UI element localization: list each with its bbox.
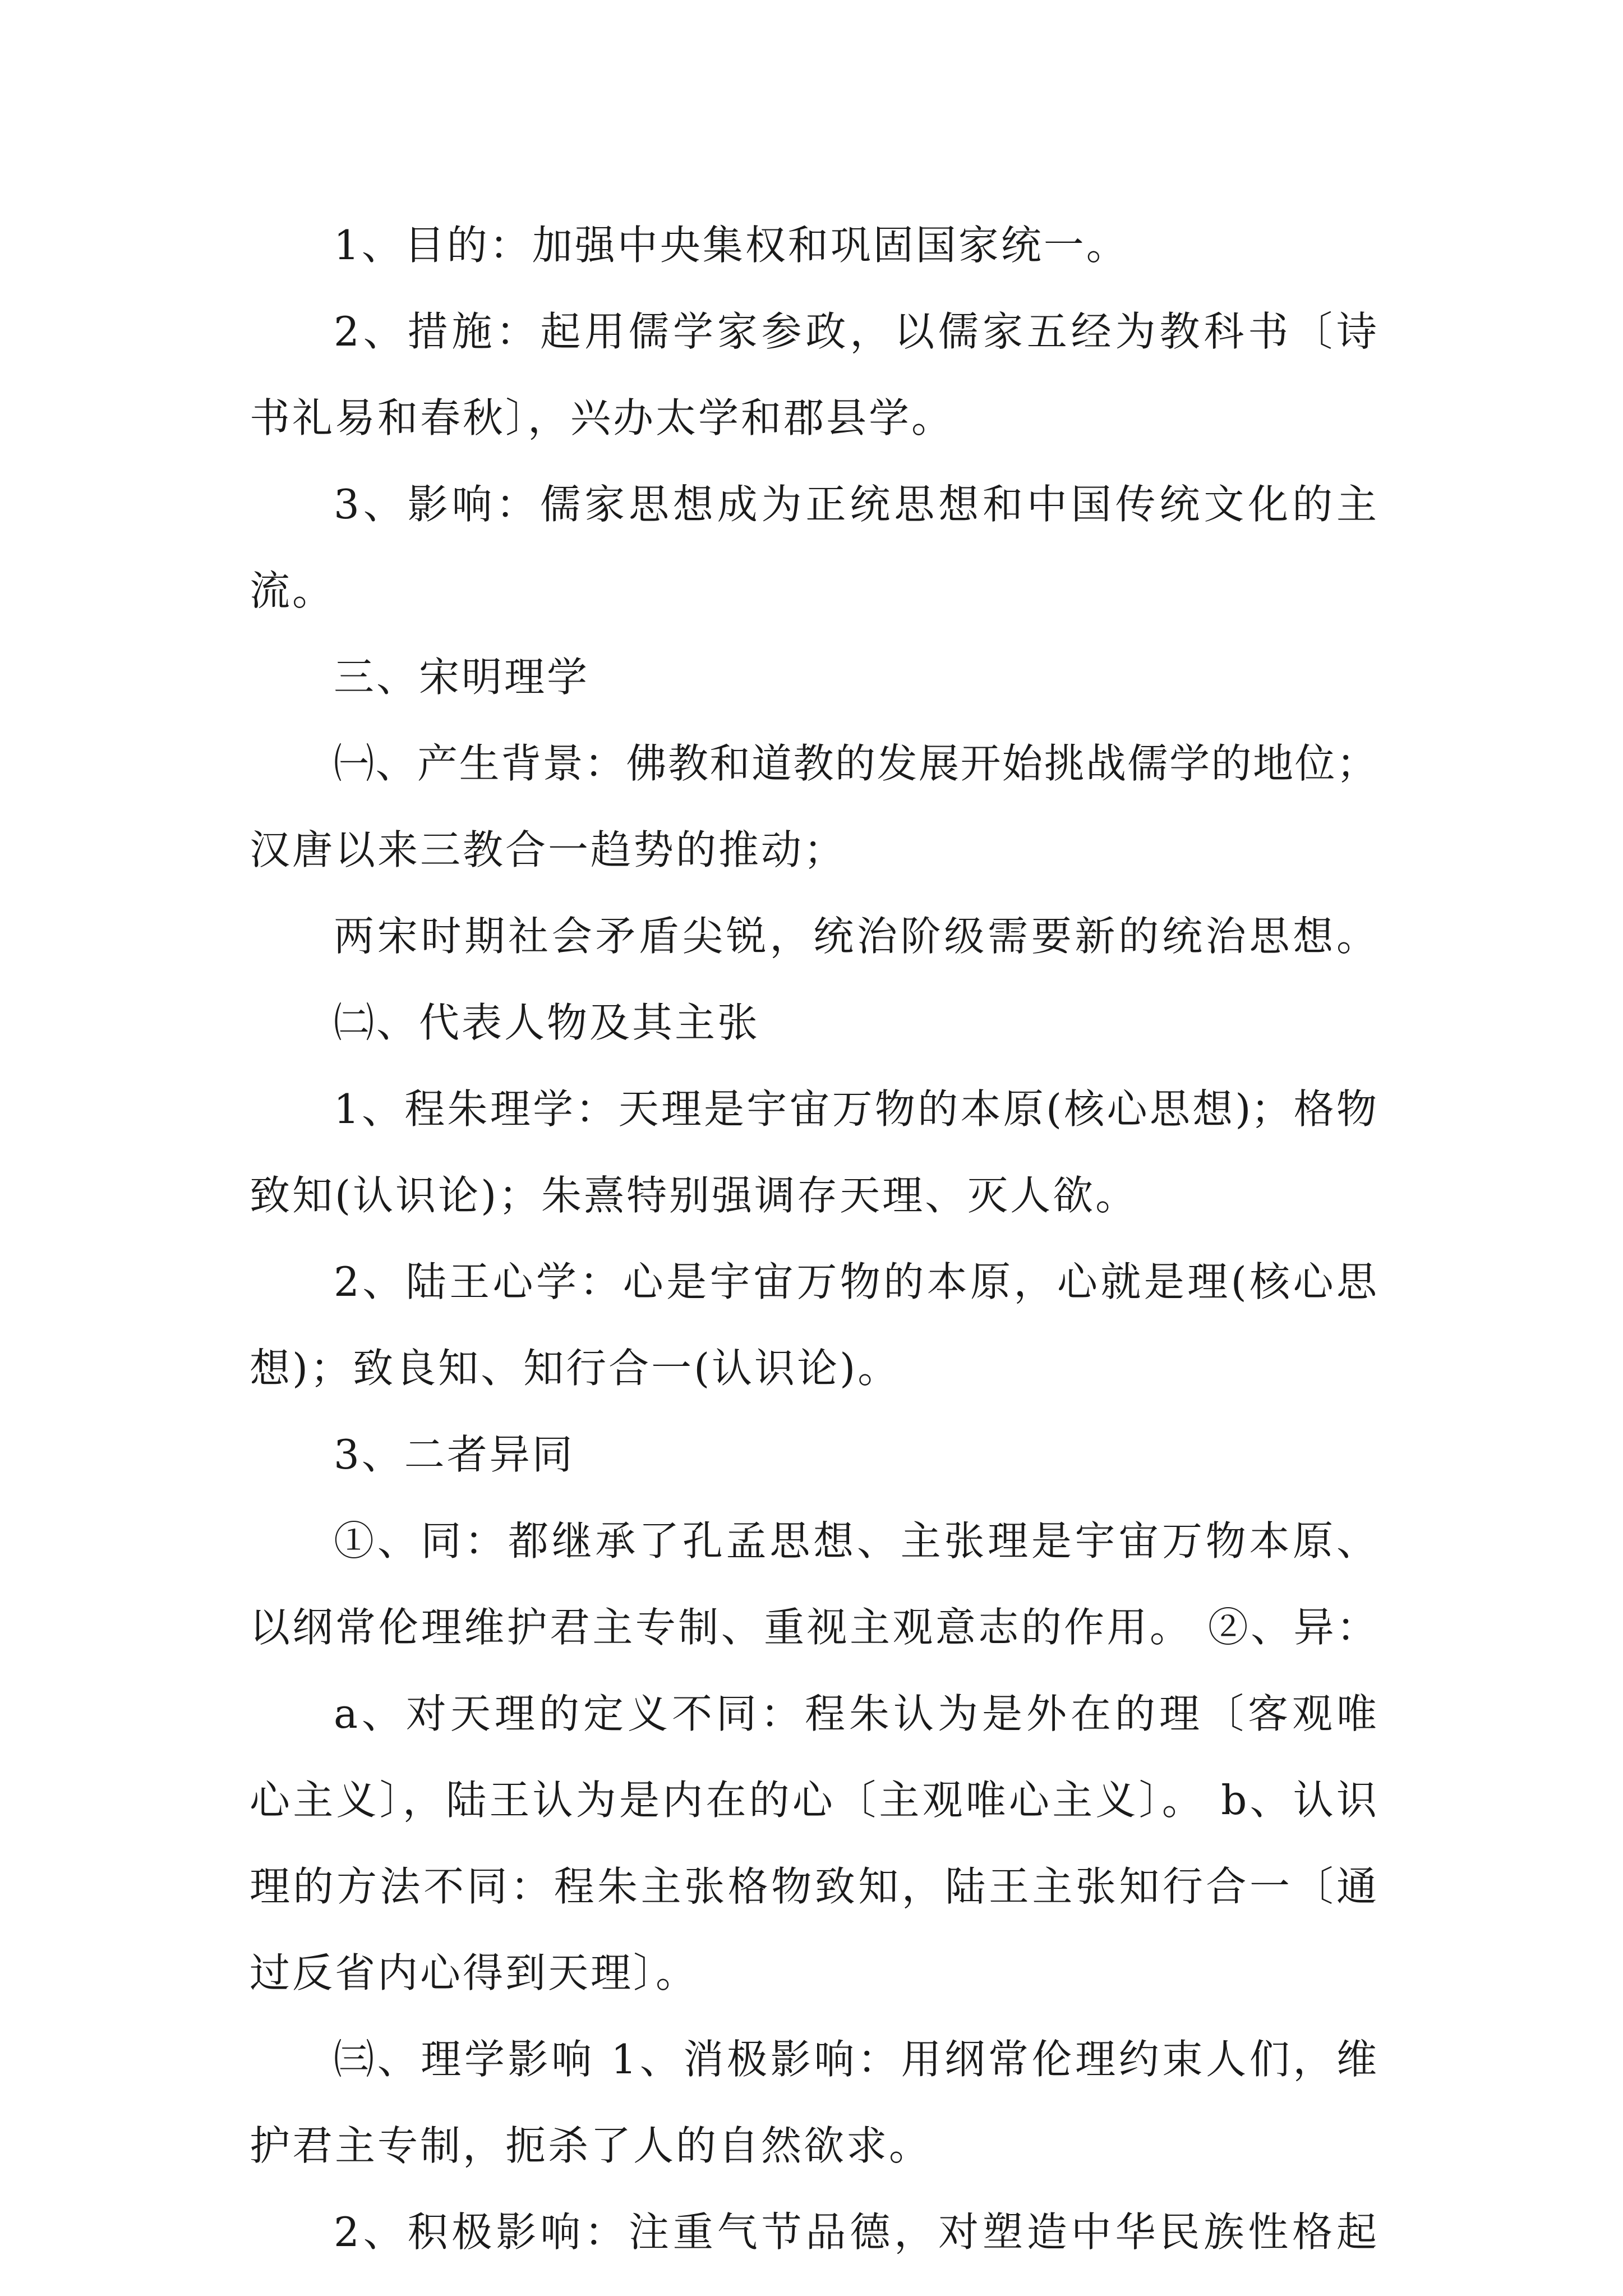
text-line-14: 想)；致良知、知行合一(认识论)。 bbox=[250, 1345, 901, 1392]
text-line-11: 1、程朱理学：天理是宇宙万物的本原(核心思想)；格物 bbox=[334, 1085, 1377, 1133]
body-text bbox=[250, 202, 1377, 2275]
text-line-2: 2、措施：起用儒学家参政，以儒家五经为教科书〔诗 bbox=[334, 308, 1377, 355]
text-line-24: 2、积极影响：注重气节品德，对塑造中华民族性格起 bbox=[334, 2208, 1377, 2256]
text-line-12: 致知(认识论)；朱熹特别强调存天理、灭人欲。 bbox=[250, 1172, 1138, 1219]
subheading-comparison: 3、二者异同 bbox=[334, 1431, 575, 1478]
text-line-21: 过反省内心得到天理〕。 bbox=[250, 1949, 699, 1996]
text-line-23: 护君主专制，扼杀了人的自然欲求。 bbox=[250, 2122, 932, 2169]
section-heading-song-ming: 三、宋明理学 bbox=[334, 654, 590, 701]
text-line-13: 2、陆王心学：心是宇宙万物的本原，心就是理(核心思 bbox=[334, 1258, 1377, 1305]
text-line-18: a、对天理的定义不同：程朱认为是外在的理〔客观唯 bbox=[334, 1690, 1377, 1737]
text-line-22: ㈢、理学影响 1、消极影响：用纲常伦理约束人们，维 bbox=[334, 2036, 1377, 2083]
text-line-20: 理的方法不同：程朱主张格物致知，陆王主张知行合一〔通 bbox=[250, 1863, 1377, 1910]
text-line-17: 以纲常伦理维护君主专制、重视主观意志的作用。 ②、异： bbox=[250, 1604, 1377, 1651]
text-line-16: ①、同：都继承了孔孟思想、主张理是宇宙万物本原、 bbox=[334, 1517, 1377, 1565]
text-line-4: 3、影响：儒家思想成为正统思想和中国传统文化的主 bbox=[334, 481, 1377, 528]
text-line-8: 汉唐以来三教合一趋势的推动； bbox=[250, 826, 847, 873]
text-line-7: ㈠、产生背景：佛教和道教的发展开始挑战儒学的地位； bbox=[334, 740, 1377, 787]
text-line-3: 书礼易和春秋〕，兴办太学和郡县学。 bbox=[250, 394, 955, 441]
text-line-5: 流。 bbox=[250, 567, 335, 614]
text-line-19: 心主义〕，陆王认为是内在的心〔主观唯心主义〕。 b、认识 bbox=[250, 1777, 1377, 1824]
text-line-1: 1、目的：加强中央集权和巩固国家统一。 bbox=[334, 222, 1129, 269]
subheading-representatives: ㈡、代表人物及其主张 bbox=[334, 999, 760, 1046]
text-line-9: 两宋时期社会矛盾尖锐，统治阶级需要新的统治思想。 bbox=[334, 913, 1377, 960]
